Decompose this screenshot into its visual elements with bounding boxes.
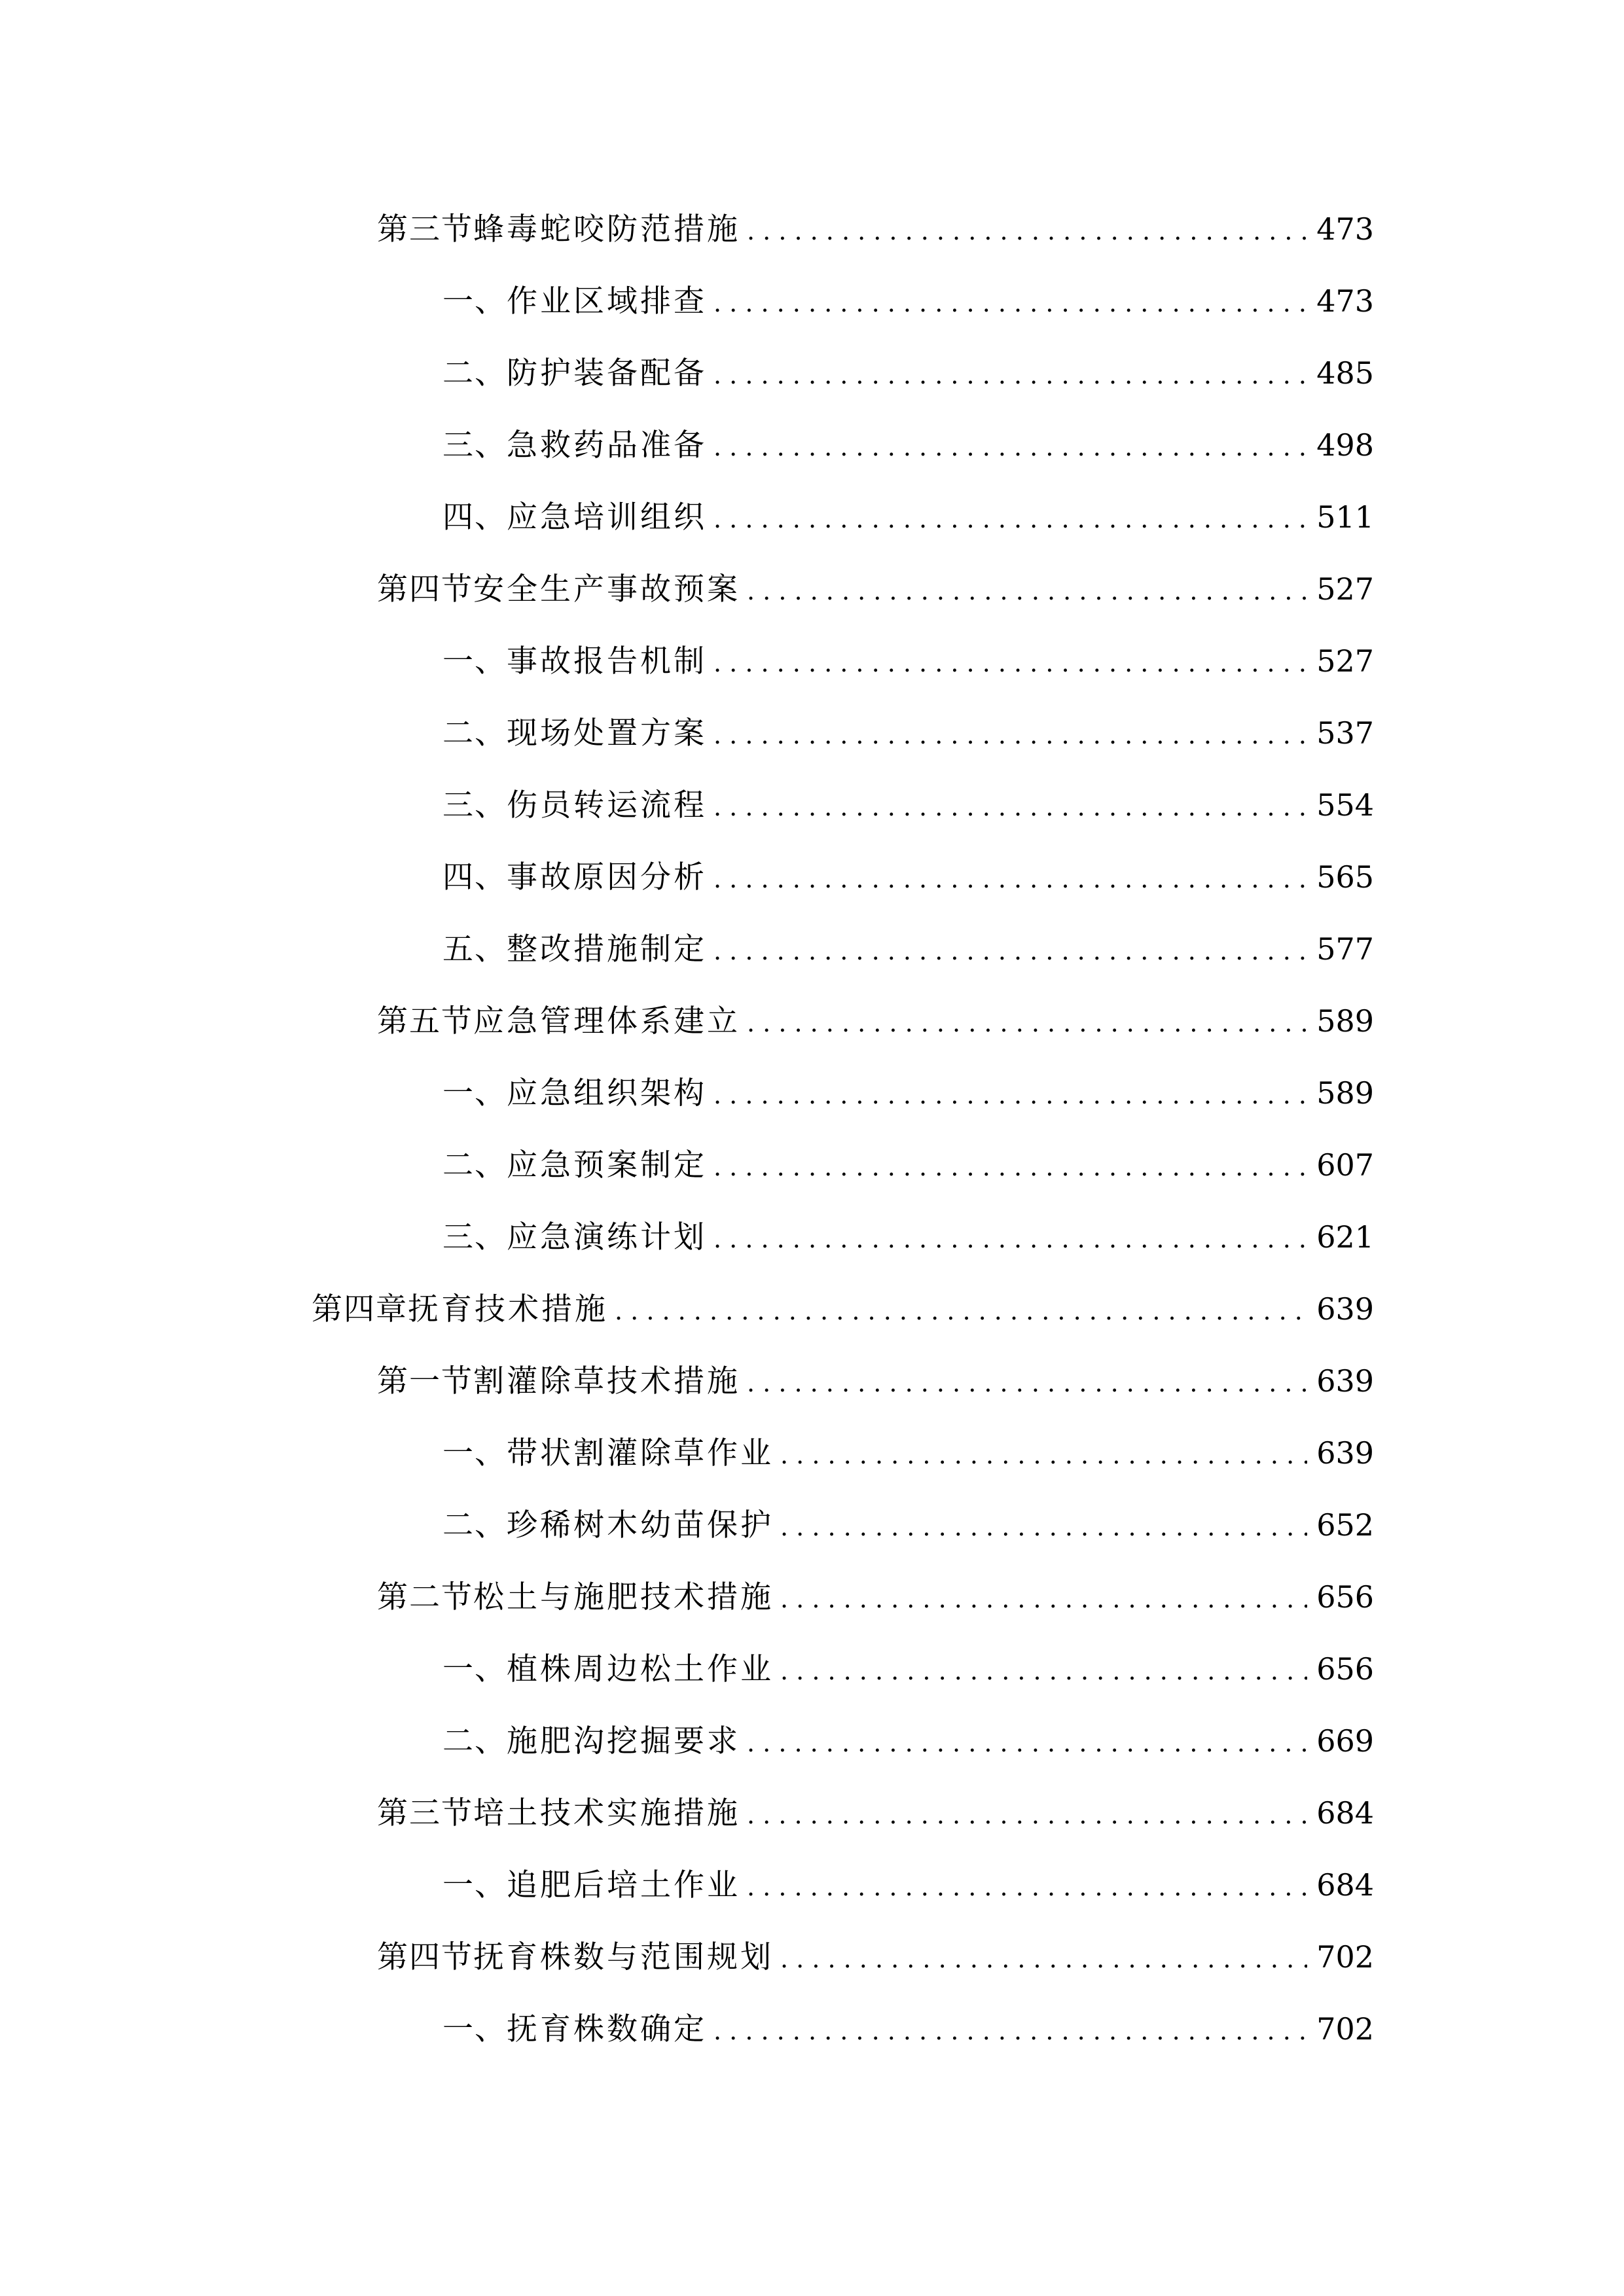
toc-entry[interactable] <box>377 1355 1374 1407</box>
toc-entry-page: 607 <box>1316 1147 1374 1183</box>
toc-entry-title: 植株周边松土作业 <box>507 1651 774 1687</box>
toc-entry-page: 537 <box>1316 715 1374 751</box>
toc-entry-page: 473 <box>1316 211 1374 247</box>
toc-entry[interactable] <box>442 707 1374 759</box>
toc-entry-number: 二、 <box>442 1723 507 1759</box>
dot-leader <box>713 853 1307 905</box>
toc-entry-number: 第四节 <box>377 1939 473 1975</box>
toc-entry-page: 527 <box>1316 571 1374 607</box>
toc-entry-page: 656 <box>1316 1651 1374 1687</box>
toc-entry[interactable] <box>377 563 1374 615</box>
toc-entry-page: 684 <box>1316 1867 1374 1903</box>
toc-entry-title: 追肥后培土作业 <box>507 1867 740 1903</box>
toc-entry[interactable] <box>442 1427 1374 1479</box>
toc-entry[interactable] <box>442 1643 1374 1695</box>
toc-entry-title: 现场处置方案 <box>507 715 707 751</box>
toc-entry-number: 一、 <box>442 1075 507 1111</box>
dot-leader <box>780 1501 1307 1553</box>
toc-entry-page: 684 <box>1316 1795 1374 1831</box>
dot-leader <box>713 2005 1307 2057</box>
toc-entry-page: 669 <box>1316 1723 1374 1759</box>
toc-entry-title: 事故原因分析 <box>507 859 707 895</box>
toc-entry-number: 一、 <box>442 643 507 679</box>
toc-entry-title: 割灌除草技术措施 <box>473 1363 740 1399</box>
dot-leader <box>780 1645 1307 1697</box>
toc-entry[interactable] <box>377 203 1374 255</box>
toc-entry-number: 第五节 <box>377 1003 473 1039</box>
toc-entry-title: 抚育技术措施 <box>408 1291 608 1327</box>
toc-entry-title: 安全生产事故预案 <box>473 571 740 607</box>
toc-entry-page: 652 <box>1316 1507 1374 1543</box>
toc-entry-title: 事故报告机制 <box>507 643 707 679</box>
toc-entry[interactable] <box>442 1139 1374 1191</box>
toc-entry-number: 五、 <box>442 931 507 967</box>
dot-leader <box>780 1933 1307 1985</box>
dot-leader <box>747 1717 1307 1769</box>
toc-entry-number: 四、 <box>442 859 507 895</box>
toc-entry-page: 702 <box>1316 1939 1374 1975</box>
toc-entry-title: 伤员转运流程 <box>507 787 707 823</box>
dot-leader <box>713 493 1307 545</box>
toc-entry[interactable] <box>442 491 1374 543</box>
toc-entry-page: 565 <box>1316 859 1374 895</box>
dot-leader <box>713 925 1307 977</box>
toc-entry[interactable] <box>442 779 1374 831</box>
toc-entry-number: 第二节 <box>377 1579 473 1615</box>
toc-entry[interactable] <box>442 419 1374 471</box>
toc-entry[interactable] <box>377 995 1374 1047</box>
toc-entry[interactable] <box>442 1211 1374 1263</box>
dot-leader <box>615 1285 1307 1337</box>
dot-leader <box>747 1789 1307 1841</box>
toc-entry[interactable] <box>442 1715 1374 1767</box>
toc-entry-title: 应急演练计划 <box>507 1219 707 1255</box>
toc-entry[interactable] <box>442 635 1374 687</box>
toc-entry-number: 三、 <box>442 787 507 823</box>
dot-leader <box>713 277 1307 329</box>
dot-leader <box>780 1573 1307 1625</box>
toc-entry-number: 第四节 <box>377 571 473 607</box>
toc-entry-title: 应急培训组织 <box>507 499 707 535</box>
toc-entry-page: 702 <box>1316 2011 1374 2047</box>
toc-entry-title: 抚育株数确定 <box>507 2011 707 2047</box>
dot-leader <box>713 421 1307 473</box>
toc-entry[interactable] <box>377 1787 1374 1839</box>
dot-leader <box>747 205 1307 257</box>
toc-entry[interactable] <box>442 851 1374 903</box>
toc-entry-number: 一、 <box>442 1651 507 1687</box>
toc-entry-title: 应急组织架构 <box>507 1075 707 1111</box>
toc-entry-title: 带状割灌除草作业 <box>507 1435 774 1471</box>
toc-entry-page: 511 <box>1316 499 1374 535</box>
toc-entry[interactable] <box>442 1067 1374 1119</box>
dot-leader <box>713 1141 1307 1193</box>
toc-entry[interactable] <box>377 1931 1374 1983</box>
toc-entry-page: 577 <box>1316 931 1374 967</box>
toc-entry-title: 整改措施制定 <box>507 931 707 967</box>
dot-leader <box>747 997 1307 1049</box>
dot-leader <box>713 781 1307 833</box>
toc-entry-page: 656 <box>1316 1579 1374 1615</box>
toc-entry-title: 应急预案制定 <box>507 1147 707 1183</box>
toc-entry-title: 蜂毒蛇咬防范措施 <box>473 211 740 247</box>
toc-entry-number: 二、 <box>442 1147 507 1183</box>
toc-entry-page: 554 <box>1316 787 1374 823</box>
toc-entry[interactable] <box>377 1571 1374 1623</box>
dot-leader <box>713 709 1307 761</box>
toc-entry-page: 498 <box>1316 427 1374 463</box>
toc-entry[interactable] <box>312 1283 1374 1335</box>
toc-entry-page: 589 <box>1316 1075 1374 1111</box>
toc-entry-title: 珍稀树木幼苗保护 <box>507 1507 774 1543</box>
toc-entry-page: 621 <box>1316 1219 1374 1255</box>
toc-entry-number: 四、 <box>442 499 507 535</box>
toc-entry-number: 第三节 <box>377 211 473 247</box>
toc-entry-title: 防护装备配备 <box>507 355 707 391</box>
toc-entry-title: 应急管理体系建立 <box>473 1003 740 1039</box>
toc-entry[interactable] <box>442 923 1374 975</box>
toc-entry-page: 485 <box>1316 355 1374 391</box>
toc-entry[interactable] <box>442 347 1374 399</box>
toc-entry-page: 639 <box>1316 1435 1374 1471</box>
toc-entry-number: 二、 <box>442 715 507 751</box>
dot-leader <box>713 637 1307 689</box>
toc-entry-title: 培土技术实施措施 <box>473 1795 740 1831</box>
dot-leader <box>747 565 1307 617</box>
toc-entry-title: 作业区域排查 <box>507 283 707 319</box>
toc-entry-page: 589 <box>1316 1003 1374 1039</box>
dot-leader <box>713 1213 1307 1265</box>
toc-entry[interactable] <box>442 1859 1374 1911</box>
dot-leader <box>780 1429 1307 1481</box>
dot-leader <box>747 1357 1307 1409</box>
toc-entry-number: 一、 <box>442 1435 507 1471</box>
toc-entry-number: 一、 <box>442 1867 507 1903</box>
dot-leader <box>747 1861 1307 1913</box>
toc-entry-page: 639 <box>1316 1363 1374 1399</box>
dot-leader <box>713 1069 1307 1121</box>
toc-entry-page: 639 <box>1316 1291 1374 1327</box>
toc-entry[interactable] <box>442 275 1374 327</box>
toc-entry-number: 第四章 <box>312 1291 408 1327</box>
toc-entry-number: 三、 <box>442 1219 507 1255</box>
toc-entry-number: 一、 <box>442 2011 507 2047</box>
toc-entry-number: 一、 <box>442 283 507 319</box>
toc-entry[interactable] <box>442 2003 1374 2055</box>
toc-entry-number: 二、 <box>442 355 507 391</box>
toc-entry[interactable] <box>442 1499 1374 1551</box>
toc-entry-title: 抚育株数与范围规划 <box>473 1939 774 1975</box>
toc-entry-title: 急救药品准备 <box>507 427 707 463</box>
toc-entry-title: 施肥沟挖掘要求 <box>507 1723 740 1759</box>
toc-entry-page: 527 <box>1316 643 1374 679</box>
toc-entry-number: 二、 <box>442 1507 507 1543</box>
toc-entry-title: 松土与施肥技术措施 <box>473 1579 774 1615</box>
dot-leader <box>713 349 1307 401</box>
toc-entry-number: 第三节 <box>377 1795 473 1831</box>
toc-entry-page: 473 <box>1316 283 1374 319</box>
toc-entry-number: 第一节 <box>377 1363 473 1399</box>
toc-entry-number: 三、 <box>442 427 507 463</box>
